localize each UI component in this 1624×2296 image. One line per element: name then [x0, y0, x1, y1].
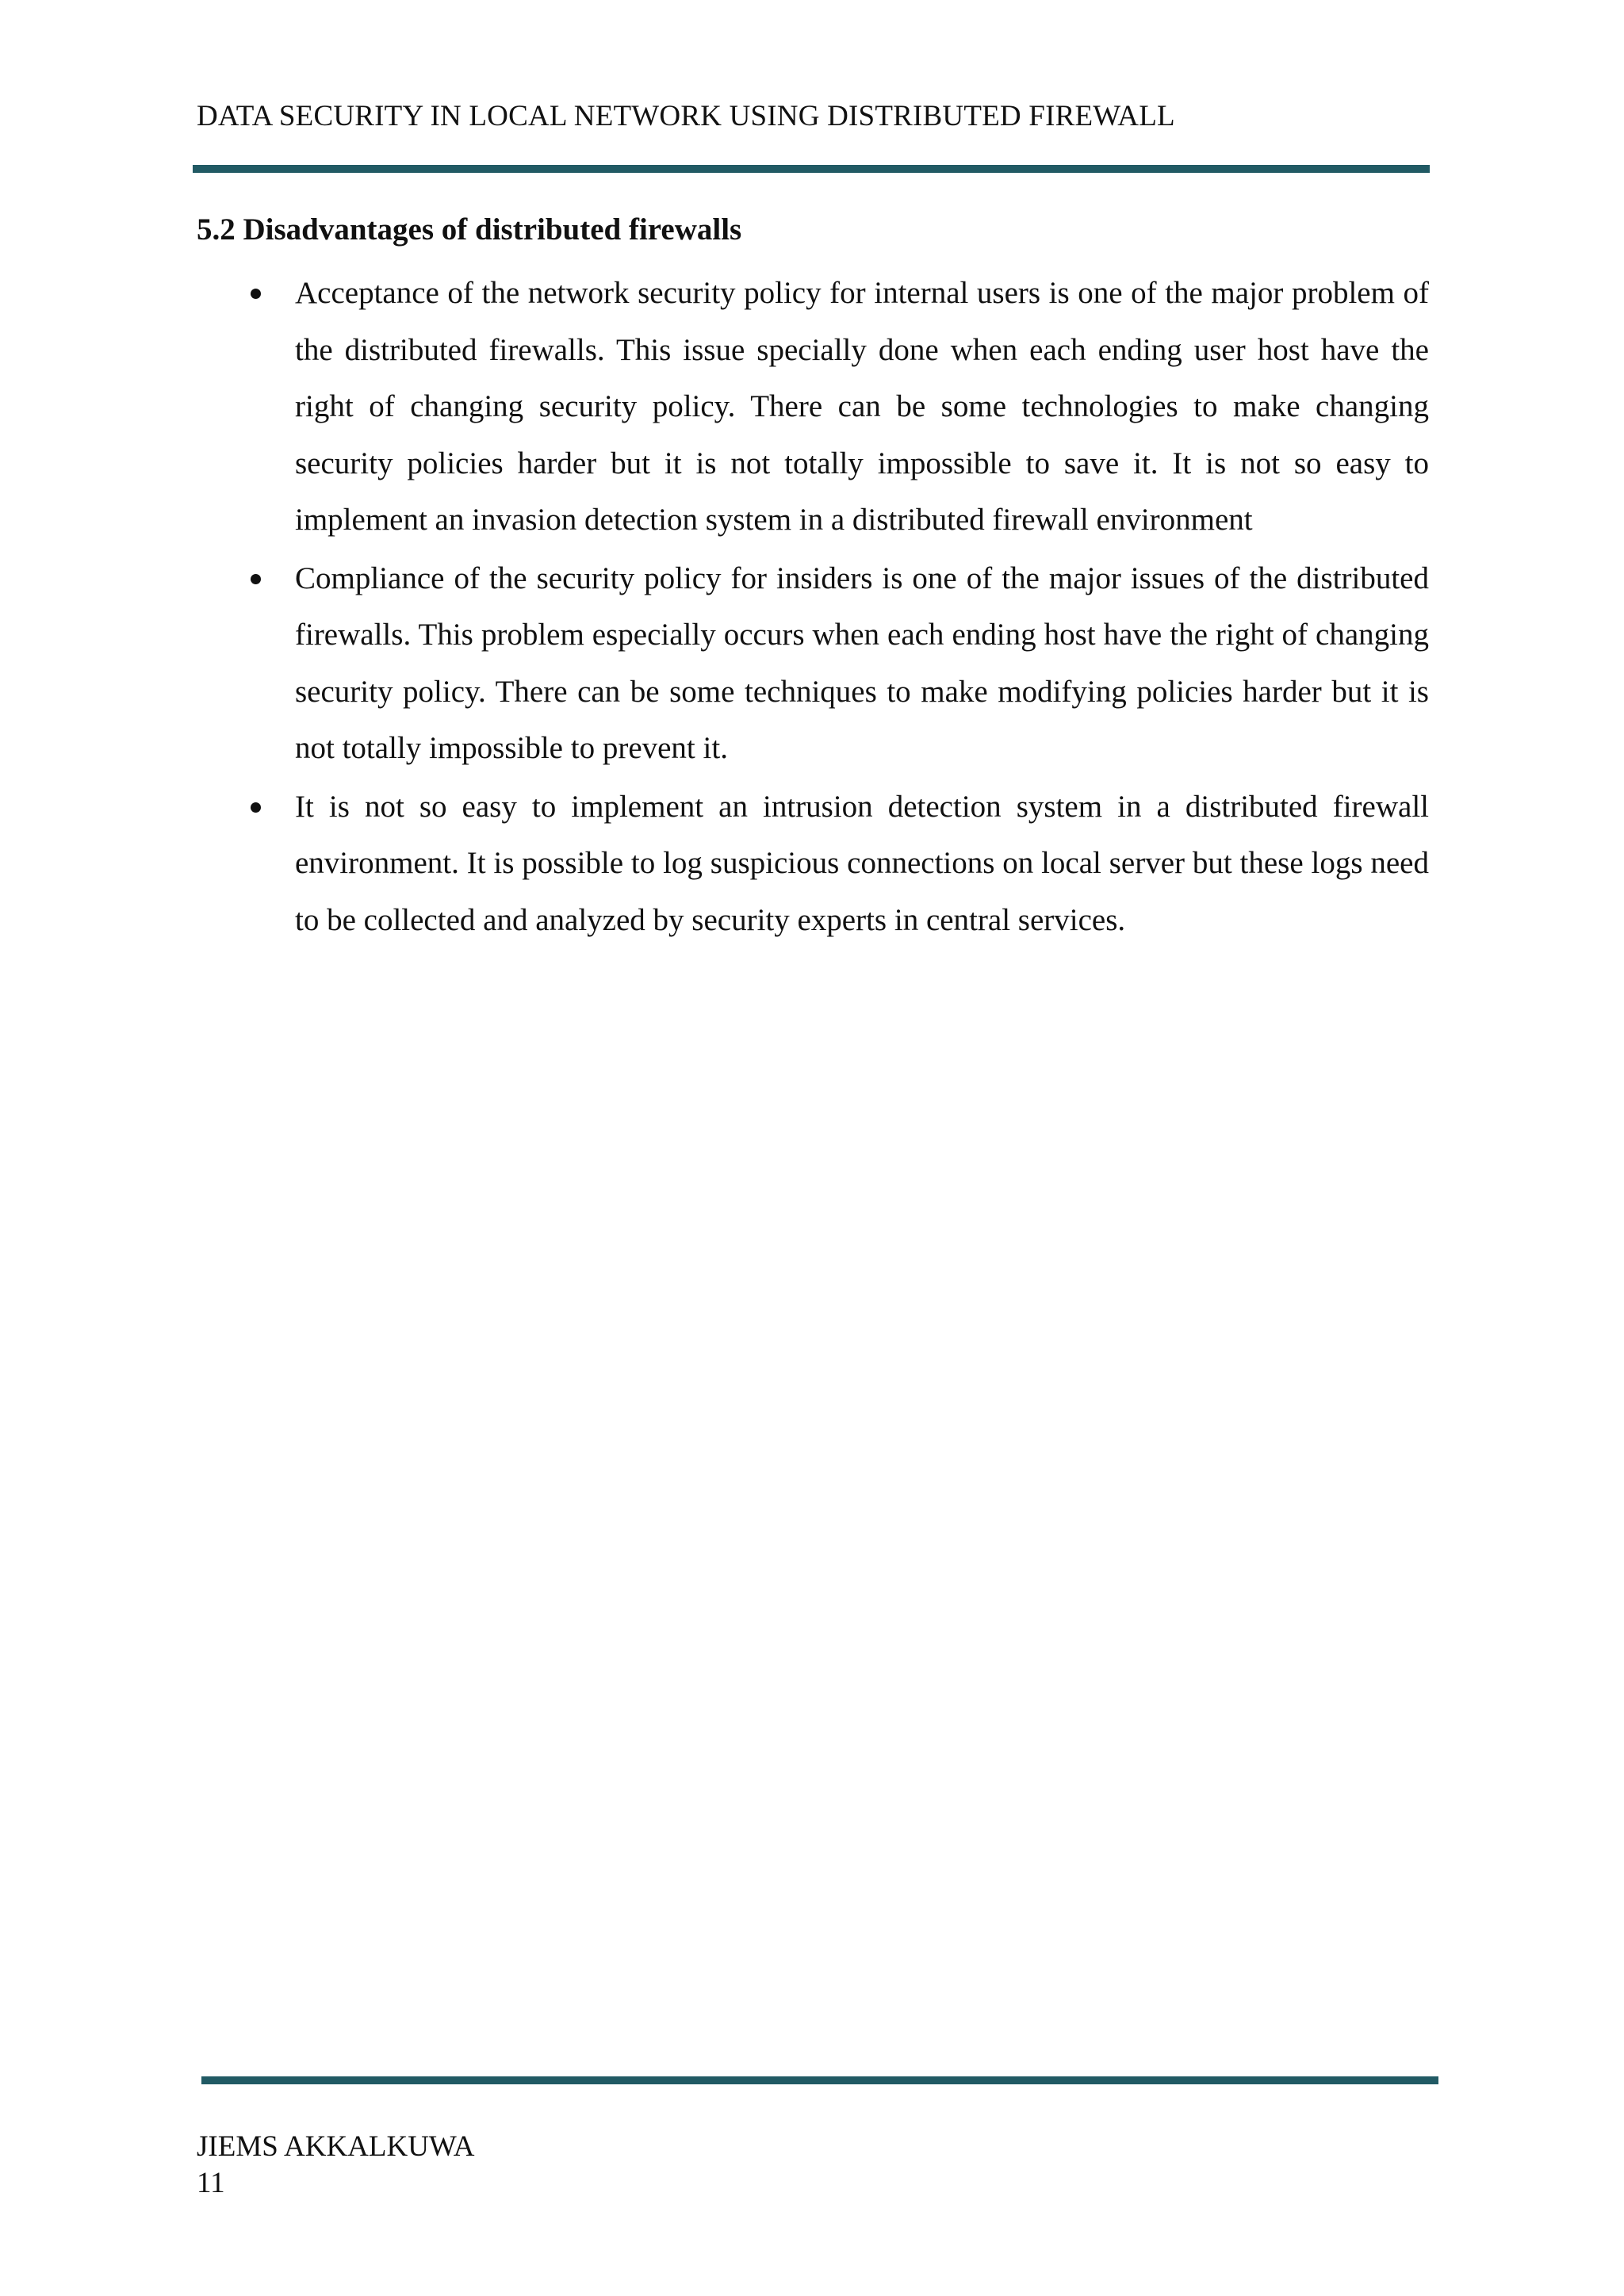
list-item [295, 779, 1429, 949]
list-item [295, 265, 1429, 549]
running-header: DATA SECURITY IN LOCAL NETWORK USING DISTRIBUTED FIREWALL [197, 100, 1175, 132]
list-item-text: It is not so easy to implement an intrusion detection system in a distributed firewall environment. It is possible to log suspicious connections on local server but these logs need to be collected and analyzed by security experts in central services. [295, 789, 1429, 937]
page-number: 11 [197, 2167, 225, 2199]
list-item-text: Compliance of the security policy for insiders is one of the major issues of the distributed firewalls. This problem especially occurs when each ending host have the right of changing security policy. There can be some techniques to make modifying policies harder but it is not totally impossible to prevent it. [295, 561, 1429, 765]
list-item [295, 550, 1429, 777]
bullet-list [295, 265, 1429, 950]
header-rule [193, 165, 1430, 173]
bullet-dot-icon [251, 802, 261, 813]
section-heading: 5.2 Disadvantages of distributed firewalls [197, 212, 742, 247]
footer-organization: JIEMS AKKALKUWA [197, 2130, 475, 2163]
list-item-text: Acceptance of the network security policy for internal users is one of the major problem of the distributed firewalls. This issue specially done when each ending user host have the right of changing security policy. There can be some technologies to make changing security policies harder but it is not totally impossible to save it. It is not so easy to implement an invasion detection system in a distributed firewall environment [295, 276, 1429, 537]
footer-rule [201, 2076, 1438, 2084]
bullet-dot-icon [251, 289, 261, 299]
bullet-dot-icon [251, 574, 261, 584]
